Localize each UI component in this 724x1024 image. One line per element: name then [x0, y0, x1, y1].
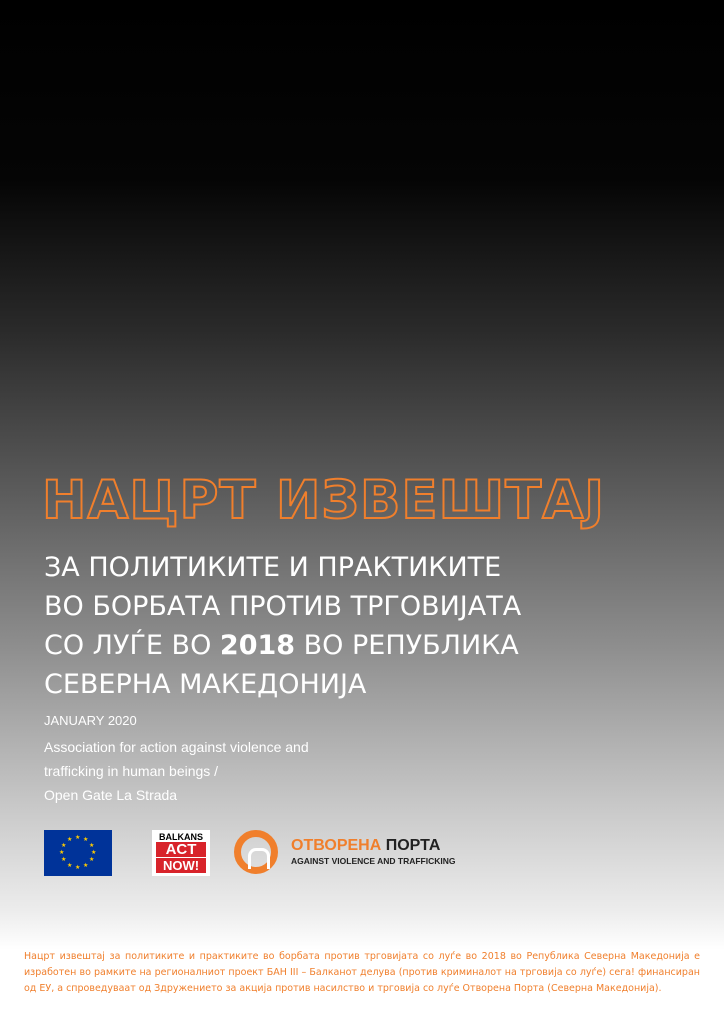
open-gate-gate-icon — [248, 848, 270, 869]
report-subtitle — [44, 548, 664, 704]
ban-logo-line-2: ACT — [156, 842, 206, 857]
ban-logo-line-1: BALKANS — [159, 832, 203, 842]
eu-flag-logo: ★ ★ ★ ★ ★ ★ ★ ★ ★ ★ ★ ★ — [44, 830, 112, 876]
open-gate-name-orange: ОТВОРЕНА — [291, 837, 382, 854]
footer-note: Нацрт извештај за политиките и практиките во борбата против трговијата со луѓе во 2018 во Република Северна Македонија е изработен во рамките на регионалниот проект БАН III – Балканот делува (против криминалот на трговија со луѓе) сега! финансиран од ЕУ, а спроведуваат од Здружението за акција против насилство и трговија со луѓе Отворена Порта (Северна Македонија). — [24, 951, 700, 994]
subtitle-line-3-pre: СО ЛУЃЕ ВО — [44, 630, 220, 661]
balkans-act-now-logo — [152, 830, 210, 876]
open-gate-name — [291, 837, 440, 855]
subtitle-line-2: ВО БОРБАТА ПРОТИВ ТРГОВИЈАТА — [44, 591, 522, 622]
report-meta — [44, 709, 404, 807]
org-line-3: Open Gate La Strada — [44, 787, 178, 803]
subtitle-year: 2018 — [219, 630, 296, 661]
report-title: НАЦРТ ИЗВЕШТАЈ — [42, 470, 605, 531]
subtitle-line-3-post: ВО РЕПУБЛИКА — [295, 630, 519, 661]
subtitle-line-3 — [44, 626, 664, 665]
org-line-1: Association for action against violence and — [44, 739, 309, 755]
open-gate-name-dark: ПОРТА — [381, 837, 441, 854]
org-line-2: trafficking in human beings / — [44, 763, 219, 779]
ban-logo-line-3: NOW! — [156, 858, 206, 873]
open-gate-logo — [234, 828, 474, 878]
subtitle-line-4: СЕВЕРНА МАКЕДОНИЈА — [44, 669, 367, 700]
open-gate-tagline: AGAINST VIOLENCE AND TRAFFICKING — [291, 856, 456, 866]
report-date: JANUARY 2020 — [44, 713, 137, 728]
subtitle-line-1: ЗА ПОЛИТИКИТЕ И ПРАКТИКИТЕ — [44, 552, 502, 583]
